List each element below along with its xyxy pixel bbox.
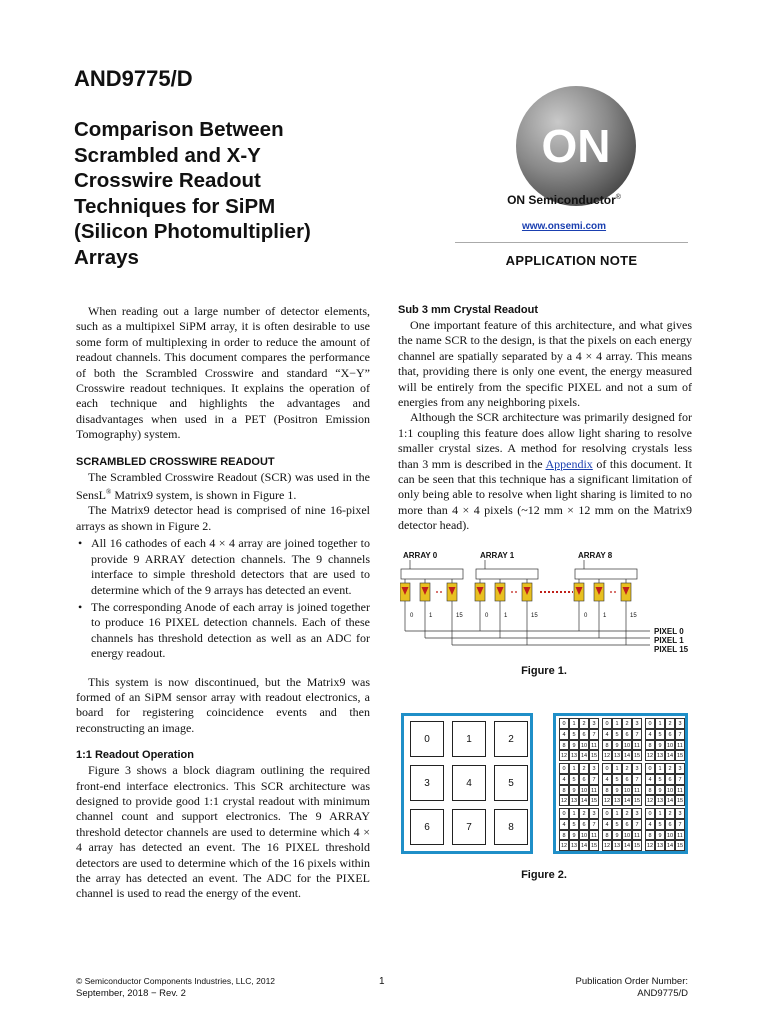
pixel-cell: 13 bbox=[569, 795, 579, 806]
pixel-cell: 10 bbox=[622, 785, 632, 796]
section-heading-sub3mm: Sub 3 mm Crystal Readout bbox=[398, 304, 538, 316]
pixel-cell: 13 bbox=[612, 795, 622, 806]
pixel-cell: 7 bbox=[675, 819, 685, 830]
pixel-cell: 8 bbox=[602, 830, 612, 841]
pixel-cell: 12 bbox=[559, 795, 569, 806]
pixel-cell: 10 bbox=[665, 740, 675, 751]
pixel-cell: 0 bbox=[559, 808, 569, 819]
pixel-index-label: 0 bbox=[584, 613, 588, 619]
pixel-cell: 14 bbox=[579, 750, 589, 761]
bullet-item bbox=[76, 536, 370, 598]
pixel-cell: 1 bbox=[612, 718, 622, 729]
pixel-cell: 0 bbox=[645, 718, 655, 729]
array-bus bbox=[476, 569, 538, 579]
pixel-index-label: 1 bbox=[603, 613, 607, 619]
pixel-cell: 5 bbox=[569, 774, 579, 785]
pixel-cell: 2 bbox=[665, 718, 675, 729]
pixel-cell: 5 bbox=[655, 729, 665, 740]
pixel-cell: 5 bbox=[569, 729, 579, 740]
pixel-cell: 9 bbox=[612, 740, 622, 751]
pixel-cell: 7 bbox=[632, 819, 642, 830]
pixel-cell: 5 bbox=[569, 819, 579, 830]
pixel-cell: 0 bbox=[602, 718, 612, 729]
pixel-cell: 1 bbox=[569, 763, 579, 774]
pixel-block bbox=[602, 763, 642, 806]
pixel-cell: 4 bbox=[602, 729, 612, 740]
pixel-cell: 3 bbox=[675, 808, 685, 819]
pixel-cell: 12 bbox=[645, 795, 655, 806]
array-cell: 0 bbox=[410, 721, 444, 757]
pixel-cell: 6 bbox=[579, 729, 589, 740]
pixel-cell: 13 bbox=[612, 840, 622, 851]
pixel-cell: 6 bbox=[622, 819, 632, 830]
array-cell: 5 bbox=[494, 765, 528, 801]
pixel-cell: 6 bbox=[579, 819, 589, 830]
pixel-cell: 0 bbox=[559, 763, 569, 774]
pixel-cell: 6 bbox=[579, 774, 589, 785]
pixel-cell: 1 bbox=[612, 808, 622, 819]
figure-1-diagram bbox=[400, 547, 700, 659]
pixel-cell: 15 bbox=[675, 795, 685, 806]
pixel-cell: 13 bbox=[569, 750, 579, 761]
array-cell: 6 bbox=[410, 809, 444, 845]
pixel-cell: 10 bbox=[579, 830, 589, 841]
array-label: ARRAY 8 bbox=[578, 551, 613, 560]
pixel-cell: 8 bbox=[602, 785, 612, 796]
pixel-cell: 11 bbox=[675, 830, 685, 841]
pixel-cell: 15 bbox=[632, 840, 642, 851]
pixel-cell: 5 bbox=[612, 774, 622, 785]
pixel-cell: 10 bbox=[665, 785, 675, 796]
pixel-cell: 12 bbox=[602, 750, 612, 761]
pixel-cell: 3 bbox=[675, 718, 685, 729]
pixel-cell: 6 bbox=[622, 729, 632, 740]
pixel-cell: 3 bbox=[589, 763, 599, 774]
pixel-cell: 11 bbox=[589, 785, 599, 796]
pixel-cell: 1 bbox=[655, 718, 665, 729]
pixel-cell: 5 bbox=[655, 819, 665, 830]
pixel-cell: 10 bbox=[622, 830, 632, 841]
pixel-cell: 2 bbox=[665, 763, 675, 774]
section-heading-scrambled: SCRAMBLED CROSSWIRE READOUT bbox=[76, 455, 275, 468]
pixel-cell: 8 bbox=[602, 740, 612, 751]
pixel-cell: 7 bbox=[589, 729, 599, 740]
pixel-cell: 15 bbox=[589, 750, 599, 761]
appendix-link[interactable]: Appendix bbox=[545, 456, 593, 471]
pixel-cell: 1 bbox=[569, 808, 579, 819]
pixel-cell: 2 bbox=[579, 763, 589, 774]
pixel-cell: 9 bbox=[569, 785, 579, 796]
registered-mark: ® bbox=[615, 194, 621, 201]
pixel-cell: 9 bbox=[612, 785, 622, 796]
pixel-cell: 3 bbox=[675, 763, 685, 774]
pixel-cell: 1 bbox=[612, 763, 622, 774]
scr-paragraph-2: The Matrix9 detector head is comprised of nine 16-pixel arrays as shown in Figure 2. bbox=[76, 503, 370, 533]
pixel-cell: 15 bbox=[632, 750, 642, 761]
pixel-line-label: PIXEL 15 bbox=[654, 645, 689, 654]
sipm-diodes bbox=[400, 579, 631, 609]
bullet-dot: • bbox=[78, 536, 83, 551]
pixel-cell: 14 bbox=[579, 840, 589, 851]
pixel-cell: 14 bbox=[622, 750, 632, 761]
pixel-cell: 11 bbox=[632, 830, 642, 841]
pixel-cell: 15 bbox=[675, 750, 685, 761]
pixel-cell: 3 bbox=[632, 718, 642, 729]
pixel-cell: 5 bbox=[612, 819, 622, 830]
on-semiconductor-logo bbox=[514, 84, 638, 208]
pixel-cell: 13 bbox=[655, 840, 665, 851]
array-label: ARRAY 1 bbox=[480, 551, 515, 560]
pixel-block bbox=[645, 718, 685, 761]
pixel-cell: 7 bbox=[589, 774, 599, 785]
pixel-cell: 11 bbox=[589, 740, 599, 751]
pixel-cell: 13 bbox=[655, 795, 665, 806]
pixel-cell: 6 bbox=[665, 729, 675, 740]
pixel-cell: 13 bbox=[655, 750, 665, 761]
pixel-cell: 15 bbox=[589, 795, 599, 806]
pixel-cell: 15 bbox=[589, 840, 599, 851]
sub3mm-text-b: of this document. It can be seen that this technique has a significant limitation of only being able to resolve when light sharing is limited to no more than 4 × 4 pixels (~12 mm × 12 mm on the Matrix9 detector head). bbox=[398, 456, 692, 533]
pixel-cell: 5 bbox=[655, 774, 665, 785]
scr-paragraph-3: This system is now discontinued, but the Matrix9 was formed of an SiPM sensor array with readout electronics, a board for registering coincidence events and then reconstructing an image. bbox=[76, 674, 370, 735]
pixel-cell: 11 bbox=[675, 785, 685, 796]
title-line: (Silicon Photomultiplier) bbox=[74, 220, 311, 243]
title-line: Arrays bbox=[74, 245, 139, 269]
pixel-block bbox=[602, 808, 642, 851]
intro-paragraph: When reading out a large number of detector elements, such as a multipixel SiPM array, it is often desirable to use some form of multiplexing in order to reduce the amount of readout channels. This document compares the performance of both the Scrambled Crosswire and standard “X−Y” Crosswire readout techniques. It explains the operation of each technique and highlights the advantages and disadvantages when used in a PET (Positron Emission Tomography) system. bbox=[76, 304, 370, 442]
pixel-index-label: 15 bbox=[456, 613, 463, 619]
pixel-cell: 1 bbox=[655, 808, 665, 819]
pixel-cell: 14 bbox=[579, 795, 589, 806]
pixel-cell: 0 bbox=[559, 718, 569, 729]
array-cell: 3 bbox=[410, 765, 444, 801]
figure-1-caption: Figure 1. bbox=[521, 665, 567, 677]
pixel-index-label: 1 bbox=[504, 613, 508, 619]
pixel-cell: 2 bbox=[622, 718, 632, 729]
pixel-cell: 2 bbox=[622, 763, 632, 774]
left-column bbox=[76, 304, 370, 902]
array-cell: 4 bbox=[452, 765, 486, 801]
pixel-block bbox=[645, 763, 685, 806]
readout-paragraph: Figure 3 shows a block diagram outlining the required front-end interface electronics. This SCR architecture was designed to provide good 1:1 crystal readout with minimum channel count and support electronics. The 9 ARRAY threshold detector channels are used to determine which 4 × 4 array has detected an event. The 16 PIXEL threshold detectors are used to determine which of the 16 pixels within the array has detected an event. The ADC for the PIXEL channel is used to read the energy of the event. bbox=[76, 763, 370, 901]
pixel-cell: 4 bbox=[645, 729, 655, 740]
pixel-cell: 9 bbox=[612, 830, 622, 841]
pixel-cell: 10 bbox=[665, 830, 675, 841]
document-type: APPLICATION NOTE bbox=[505, 253, 638, 268]
pixel-cell: 14 bbox=[622, 795, 632, 806]
pixel-cell: 1 bbox=[569, 718, 579, 729]
pixel-index-label: 0 bbox=[410, 613, 414, 619]
footer-pub-number: AND9775/D bbox=[637, 988, 688, 999]
pixel-cell: 4 bbox=[602, 819, 612, 830]
pixel-cell: 8 bbox=[559, 740, 569, 751]
page-number: 1 bbox=[379, 976, 385, 987]
bullet-text: The corresponding Anode of each array is joined together to produce 16 PIXEL detection channels. Each of these channels has threshold detection as well as an ADC for energy readout. bbox=[91, 599, 370, 661]
pixel-index-label: 1 bbox=[429, 613, 433, 619]
pixel-cell: 4 bbox=[645, 774, 655, 785]
pixel-block bbox=[559, 718, 599, 761]
pixel-cell: 2 bbox=[579, 808, 589, 819]
pixel-cell: 3 bbox=[589, 718, 599, 729]
pixel-cell: 0 bbox=[602, 763, 612, 774]
pixel-cell: 3 bbox=[632, 808, 642, 819]
pixel-block bbox=[559, 808, 599, 851]
registered-mark: ® bbox=[106, 488, 112, 497]
pixel-cell: 9 bbox=[569, 740, 579, 751]
pixel-block bbox=[645, 808, 685, 851]
bullet-item bbox=[76, 600, 370, 662]
pixel-cell: 10 bbox=[579, 785, 589, 796]
pixel-cell: 12 bbox=[602, 795, 612, 806]
pixel-cell: 0 bbox=[602, 808, 612, 819]
pixel-cell: 13 bbox=[612, 750, 622, 761]
pixel-cell: 9 bbox=[569, 830, 579, 841]
pixel-line-label: PIXEL 1 bbox=[654, 636, 684, 645]
pixel-index-label: 15 bbox=[630, 613, 637, 619]
array-bus bbox=[575, 569, 637, 579]
array-cell: 7 bbox=[452, 809, 486, 845]
pixel-cell: 3 bbox=[589, 808, 599, 819]
pixel-cell: 6 bbox=[622, 774, 632, 785]
pixel-cell: 14 bbox=[665, 840, 675, 851]
pixel-cell: 11 bbox=[675, 740, 685, 751]
bullet-dot: • bbox=[78, 599, 83, 614]
pixel-cell: 7 bbox=[632, 774, 642, 785]
company-name bbox=[455, 193, 673, 207]
pixel-cell: 7 bbox=[675, 774, 685, 785]
pixel-cell: 7 bbox=[675, 729, 685, 740]
scr-paragraph-1 bbox=[76, 470, 370, 504]
pixel-cell: 10 bbox=[579, 740, 589, 751]
pixel-cell: 15 bbox=[675, 840, 685, 851]
pixel-cell: 8 bbox=[559, 785, 569, 796]
pixel-index-label: 15 bbox=[531, 613, 538, 619]
array-cell: 2 bbox=[494, 721, 528, 757]
array-grid bbox=[401, 713, 533, 854]
footer-pub-label: Publication Order Number: bbox=[575, 976, 688, 987]
pixel-cell: 7 bbox=[589, 819, 599, 830]
title-line: Scrambled and X-Y bbox=[74, 143, 261, 167]
pixel-block bbox=[559, 763, 599, 806]
pixel-cell: 8 bbox=[645, 830, 655, 841]
header-divider bbox=[455, 242, 688, 243]
footer-copyright: © Semiconductor Components Industries, LLC, 2012 bbox=[76, 976, 276, 986]
pixel-cell: 8 bbox=[559, 830, 569, 841]
pixel-cell: 14 bbox=[665, 750, 675, 761]
pixel-cell: 9 bbox=[655, 785, 665, 796]
pixel-cell: 0 bbox=[645, 763, 655, 774]
pixel-cell: 14 bbox=[622, 840, 632, 851]
pixel-cell: 1 bbox=[655, 763, 665, 774]
pixel-cell: 6 bbox=[665, 819, 675, 830]
pixel-cell: 2 bbox=[622, 808, 632, 819]
pixel-cell: 12 bbox=[559, 840, 569, 851]
pixel-cell: 11 bbox=[589, 830, 599, 841]
pixel-cell: 12 bbox=[645, 840, 655, 851]
document-number: AND9775/D bbox=[74, 66, 193, 91]
pixel-cell: 11 bbox=[632, 740, 642, 751]
pixel-cell: 0 bbox=[645, 808, 655, 819]
company-label: ON Semiconductor bbox=[507, 193, 616, 207]
right-column bbox=[398, 304, 692, 534]
sub3mm-text-a: Although the SCR architecture was primarily designed for 1:1 coupling this feature does allow light sharing to resolve smaller crystal sizes. A method for resolving crystals less than 3 mm is described in the bbox=[398, 410, 692, 471]
pixel-cell: 3 bbox=[632, 763, 642, 774]
pixel-cell: 8 bbox=[645, 785, 655, 796]
figure-2-caption: Figure 2. bbox=[521, 869, 567, 881]
pixel-line-label: PIXEL 0 bbox=[654, 627, 684, 636]
pixel-cell: 11 bbox=[632, 785, 642, 796]
pixel-cell: 4 bbox=[602, 774, 612, 785]
pixel-cell: 2 bbox=[579, 718, 589, 729]
array-cell: 1 bbox=[452, 721, 486, 757]
title-line: Crosswire Readout bbox=[74, 169, 261, 192]
scr-text-b: Matrix9 system, is shown in Figure 1. bbox=[111, 488, 297, 503]
pixel-grid bbox=[553, 713, 688, 854]
scr-text-a: The Scrambled Crosswire Readout (SCR) was used in the SensL bbox=[76, 469, 370, 503]
array-label: ARRAY 0 bbox=[403, 551, 438, 560]
pixel-cell: 12 bbox=[559, 750, 569, 761]
page-title bbox=[74, 117, 404, 270]
section-heading-readout: 1:1 Readout Operation bbox=[76, 749, 194, 762]
pixel-cell: 4 bbox=[559, 774, 569, 785]
pixel-cell: 8 bbox=[645, 740, 655, 751]
pixel-block bbox=[602, 718, 642, 761]
footer-date: September, 2018 − Rev. 2 bbox=[76, 988, 186, 999]
pixel-cell: 10 bbox=[622, 740, 632, 751]
bullet-text: All 16 cathodes of each 4 × 4 array are joined together to provide 9 ARRAY detection channels. The 9 channels interface to simple threshold detectors that are used to determine which of the 9 arrays has detected an event. bbox=[91, 536, 370, 597]
pixel-cell: 13 bbox=[569, 840, 579, 851]
sub3mm-paragraph-2 bbox=[398, 410, 692, 533]
pixel-cell: 9 bbox=[655, 830, 665, 841]
website-link[interactable]: www.onsemi.com bbox=[521, 221, 607, 232]
pixel-cell: 12 bbox=[645, 750, 655, 761]
pixel-cell: 7 bbox=[632, 729, 642, 740]
pixel-cell: 12 bbox=[602, 840, 612, 851]
sub3mm-paragraph-1: One important feature of this architecture, and what gives the name SCR to the design, is that the pixels on each energy channel are spatially separated by a 4 × 4 array. This means that, providing there is only one event, the energy measured will be entirely from the specific PIXEL and not a sum of energies from any neighboring pixels. bbox=[398, 318, 692, 410]
pixel-cell: 5 bbox=[612, 729, 622, 740]
pixel-cell: 4 bbox=[559, 729, 569, 740]
array-cell: 8 bbox=[494, 809, 528, 845]
pixel-cell: 15 bbox=[632, 795, 642, 806]
pixel-cell: 9 bbox=[655, 740, 665, 751]
pixel-cell: 6 bbox=[665, 774, 675, 785]
pixel-cell: 2 bbox=[665, 808, 675, 819]
pixel-cell: 4 bbox=[645, 819, 655, 830]
array-bus bbox=[401, 569, 463, 579]
title-line: Comparison Between bbox=[74, 118, 284, 141]
pixel-index-label: 0 bbox=[485, 613, 489, 619]
title-line: Techniques for SiPM bbox=[74, 194, 276, 218]
pixel-cell: 4 bbox=[559, 819, 569, 830]
pixel-cell: 14 bbox=[665, 795, 675, 806]
svg-text:ON: ON bbox=[541, 120, 611, 172]
